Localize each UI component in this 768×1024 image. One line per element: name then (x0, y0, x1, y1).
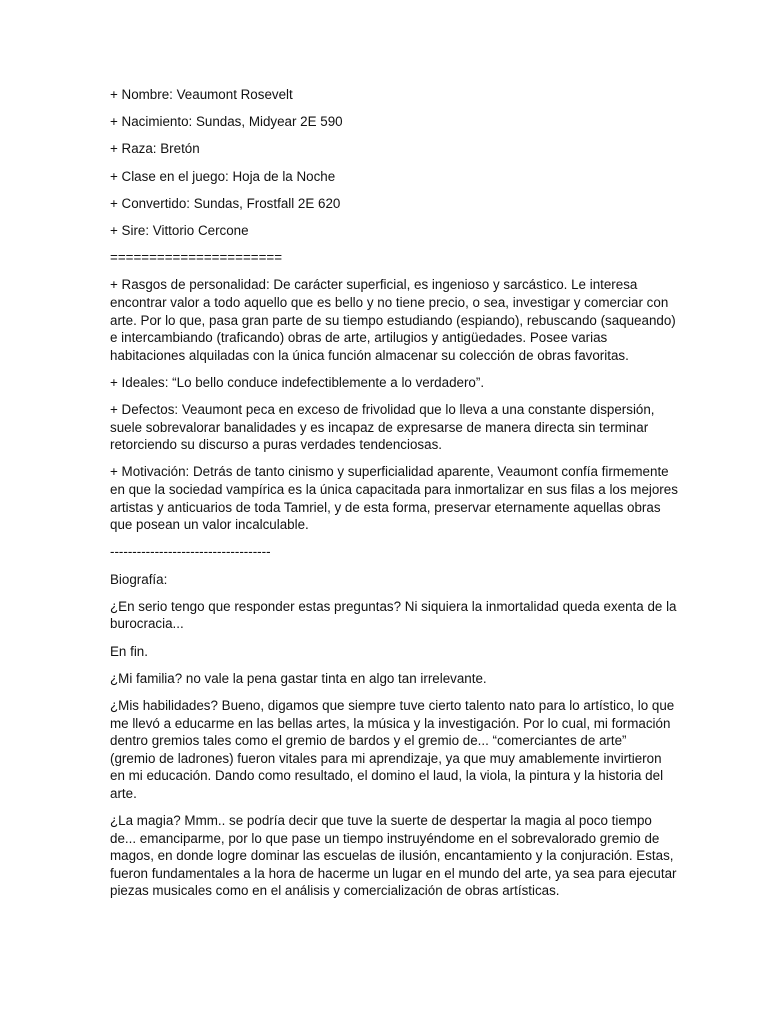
profile-sire: + Sire: Vittorio Cercone (110, 222, 249, 238)
text-line: arte. (110, 785, 137, 801)
text-line: piezas musicales como en el análisis y comercialización de obras artísticas. (110, 883, 560, 899)
text-line: encontrar valor a todo aquello que es bello y no tiene precio, o sea, investigar y comerciar con (110, 294, 669, 310)
biography-paragraph (110, 697, 675, 803)
text-line: suele sobrevalorar banalidades y es incapaz de expresarse de manera directa sin terminar (110, 419, 649, 435)
text-line: ¿Mis habilidades? Bueno, digamos que siempre tuve cierto talento nato para lo artístico, lo que (110, 697, 675, 713)
text-line: burocracia... (110, 616, 184, 632)
document-body (110, 86, 678, 910)
profile-birth: + Nacimiento: Sundas, Midyear 2E 590 (110, 114, 343, 130)
profile-class: + Clase en el juego: Hoja de la Noche (110, 168, 336, 184)
text-line: ¿La magia? Mmm.. se podría decir que tuve la suerte de despertar la magia al poco tiempo (110, 813, 652, 829)
biography-paragraph (110, 812, 677, 900)
text-line: + Motivación: Detrás de tanto cinismo y superficialidad aparente, Veaumont confía firmemente (110, 464, 669, 480)
separator-equals: ====================== (110, 250, 283, 266)
text-line: + Rasgos de personalidad: De carácter superficial, es ingenioso y sarcástico. Le interesa (110, 277, 638, 293)
text-line: arte. Por lo que, pasa gran parte de su tiempo estudiando (espiando), rebuscando (saqueando) (110, 312, 676, 328)
trait-ideals: + Ideales: “Lo bello conduce indefectiblemente a lo verdadero”. (110, 374, 485, 390)
text-line: en que la sociedad vampírica es la única capacitada para inmortalizar en sus filas a los mejores (110, 482, 678, 498)
text-line: me llevó a educarme en las bellas artes, la música y la investigación. Por lo cual, mi formación (110, 715, 671, 731)
trait-motivation (110, 463, 678, 533)
text-line: retorciendo su discurso a puras verdades tendenciosas. (110, 437, 442, 453)
separator-dashes: ------------------------------------ (110, 544, 271, 560)
biography-heading: Biografía: (110, 571, 168, 587)
text-line: que posean un valor incalculable. (110, 517, 309, 533)
profile-race: + Raza: Bretón (110, 141, 200, 157)
profile-name: + Nombre: Veaumont Rosevelt (110, 87, 293, 102)
biography-paragraph: ¿Mi familia? no vale la pena gastar tinta en algo tan irrelevante. (110, 670, 487, 686)
text-line: (gremio de ladrones) fueron vitales para mi aprendizaje, ya que muy amablemente invirtieron (110, 750, 662, 766)
trait-flaws (110, 401, 658, 454)
biography-paragraph (110, 598, 677, 633)
text-line: ¿En serio tengo que responder estas preguntas? Ni siquiera la inmortalidad queda exenta de la (110, 598, 677, 614)
text-line: fueron fundamentales a la hora de hacerme un lugar en el mundo del arte, ya sea para ejecutar (110, 865, 677, 881)
trait-personality (110, 276, 676, 364)
biography-paragraph: En fin. (110, 643, 148, 659)
text-line: dentro gremios tales como el gremio de bardos y el gremio de... “comerciantes de arte” (110, 733, 627, 749)
text-line: habitaciones alquiladas con la única función almacenar su colección de obras favoritas. (110, 347, 629, 363)
text-line: + Defectos: Veaumont peca en exceso de frivolidad que lo lleva a una constante dispersión, (110, 402, 655, 418)
text-line: magos, en donde logre dominar las escuelas de ilusión, encantamiento y la conjuración. Estas, (110, 848, 674, 864)
profile-converted: + Convertido: Sundas, Frostfall 2E 620 (110, 195, 341, 211)
text-line: e intercambiando (traficando) obras de arte, artilugios y antigüedades. Posee varias (110, 330, 608, 346)
text-line: de... emanciparme, por lo que pase un tiempo instruyéndome en el sobrevalorado gremio de (110, 830, 660, 846)
text-line: artistas y anticuarios de toda Tamriel, y de esta forma, preservar eternamente aquellas obras (110, 499, 661, 515)
text-line: en mi educación. Dando como resultado, el domino el laud, la viola, la pintura y la historia del (110, 768, 664, 784)
